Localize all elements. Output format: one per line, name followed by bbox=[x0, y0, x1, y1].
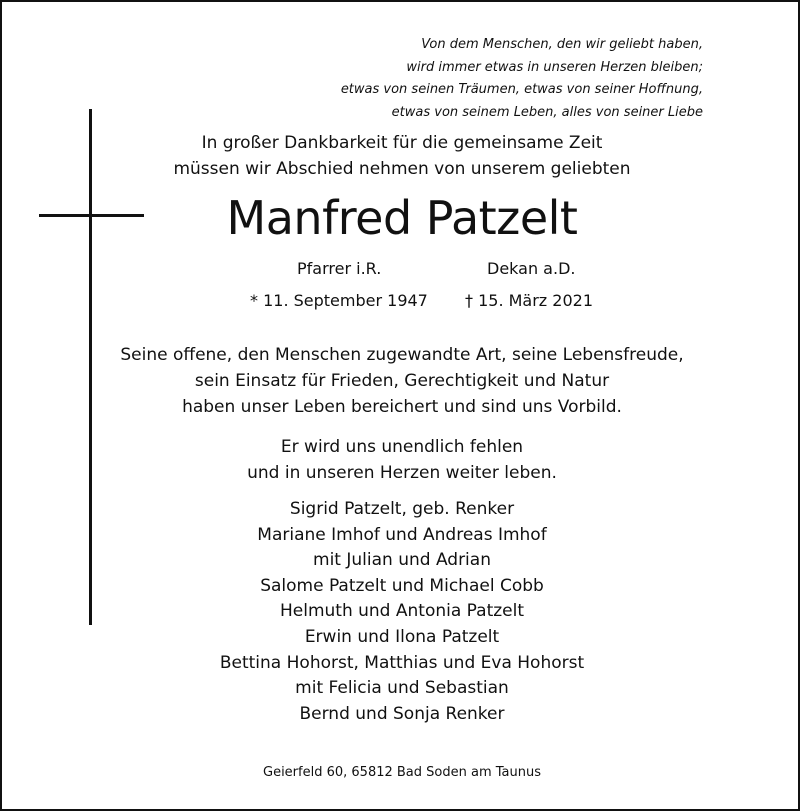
death-date: † 15. März 2021 bbox=[465, 291, 594, 310]
memorial-quote bbox=[341, 34, 703, 124]
deceased-name: Manfred Patzelt bbox=[226, 191, 578, 245]
quote-line: etwas von seinen Träumen, etwas von seiner Hoffnung, bbox=[340, 82, 703, 97]
quote-line: Von dem Menschen, den wir geliebt haben, bbox=[421, 37, 703, 52]
tribute-line: sein Einsatz für Frieden, Gerechtigkeit und Natur bbox=[194, 371, 610, 391]
farewell-text bbox=[2, 434, 800, 486]
mourners-list bbox=[2, 497, 800, 727]
tribute-text bbox=[2, 342, 800, 420]
mourner-line: Erwin und Ilona Patzelt bbox=[304, 626, 500, 647]
tribute-line: Seine offene, den Menschen zugewandte Art, seine Lebensfreude, bbox=[120, 345, 684, 365]
mourner-line: Bernd und Sonja Renker bbox=[299, 703, 505, 724]
farewell-line: und in unseren Herzen weiter leben. bbox=[247, 463, 557, 483]
mourner-line: Bettina Hohorst, Matthias und Eva Hohorst bbox=[219, 652, 585, 673]
quote-line: etwas von seinem Leben, alles von seiner Liebe bbox=[391, 104, 703, 120]
mourner-line: Sigrid Patzelt, geb. Renker bbox=[289, 499, 515, 519]
title-pfarrer: Pfarrer i.R. bbox=[297, 259, 382, 278]
intro-line: In großer Dankbarkeit für die gemeinsame Zeit bbox=[201, 133, 603, 153]
mourner-line: Mariane Imhof und Andreas Imhof bbox=[257, 524, 547, 545]
quote-line: wird immer etwas in unseren Herzen bleiben; bbox=[406, 59, 703, 75]
mourner-line: Helmuth und Antonia Patzelt bbox=[279, 601, 525, 622]
mourner-line: mit Julian und Adrian bbox=[313, 550, 491, 571]
mourning-address: Geierfeld 60, 65812 Bad Soden am Taunus bbox=[263, 765, 541, 780]
farewell-line: Er wird uns unendlich fehlen bbox=[280, 437, 524, 457]
birth-date: * 11. September 1947 bbox=[250, 291, 428, 310]
mourner-line: mit Felicia und Sebastian bbox=[295, 678, 509, 699]
intro-line: müssen wir Abschied nehmen von unserem geliebten bbox=[173, 159, 631, 179]
title-dekan: Dekan a.D. bbox=[487, 259, 576, 278]
intro-text bbox=[2, 130, 800, 182]
mourner-line: Salome Patzelt und Michael Cobb bbox=[260, 575, 544, 596]
tribute-line: haben unser Leben bereichert und sind uns Vorbild. bbox=[182, 397, 622, 417]
